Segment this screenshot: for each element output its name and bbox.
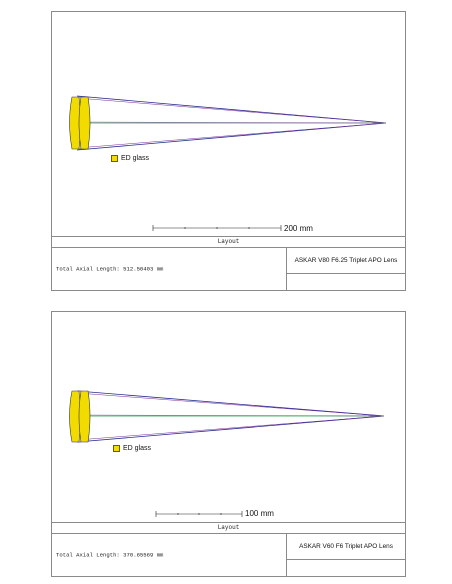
legend — [111, 155, 149, 162]
ray-bottom — [77, 123, 386, 150]
ray-top-2 — [77, 98, 386, 123]
ray-top — [77, 96, 386, 123]
layout-caption: Layout — [52, 522, 405, 534]
lens-layout-panel-v60 — [51, 311, 406, 577]
layout-caption: Layout — [52, 236, 405, 248]
legend-label: ED glass — [123, 445, 152, 452]
scale-label: 200 mm — [284, 224, 313, 233]
ed-glass-swatch — [111, 155, 118, 162]
ray-top — [77, 391, 384, 416]
scale-label: 100 mm — [245, 509, 274, 518]
lens-layout-panel-v80 — [51, 11, 406, 291]
ray-top-2 — [77, 393, 384, 416]
optical-layout-drawing — [52, 12, 405, 236]
legend-label: ED glass — [121, 155, 150, 162]
ray-trace-diagram — [52, 12, 405, 236]
scale-bar — [153, 225, 281, 231]
lens-title: ASKAR V80 F6.25 Triplet APO Lens — [287, 248, 405, 274]
ray-trace-diagram — [52, 312, 405, 522]
title-box — [286, 534, 405, 576]
ray-bottom-2 — [77, 123, 386, 148]
axial-length-text: Total Axial Length: 370.65569 mm — [56, 551, 164, 559]
ray-bottom — [77, 416, 384, 442]
info-row — [52, 534, 405, 576]
ed-glass-swatch — [113, 445, 120, 452]
lens-element-3 — [79, 391, 90, 442]
ray-bottom-2 — [77, 416, 384, 440]
info-row — [52, 248, 405, 290]
optical-layout-drawing — [52, 312, 405, 522]
lens-element-3 — [79, 97, 90, 149]
lens-title: ASKAR V60 F6 Triplet APO Lens — [287, 534, 405, 560]
axial-length-text: Total Axial Length: 512.50403 mm — [56, 265, 164, 273]
scale-bar — [156, 511, 242, 517]
title-box — [286, 248, 405, 290]
legend — [113, 445, 151, 452]
